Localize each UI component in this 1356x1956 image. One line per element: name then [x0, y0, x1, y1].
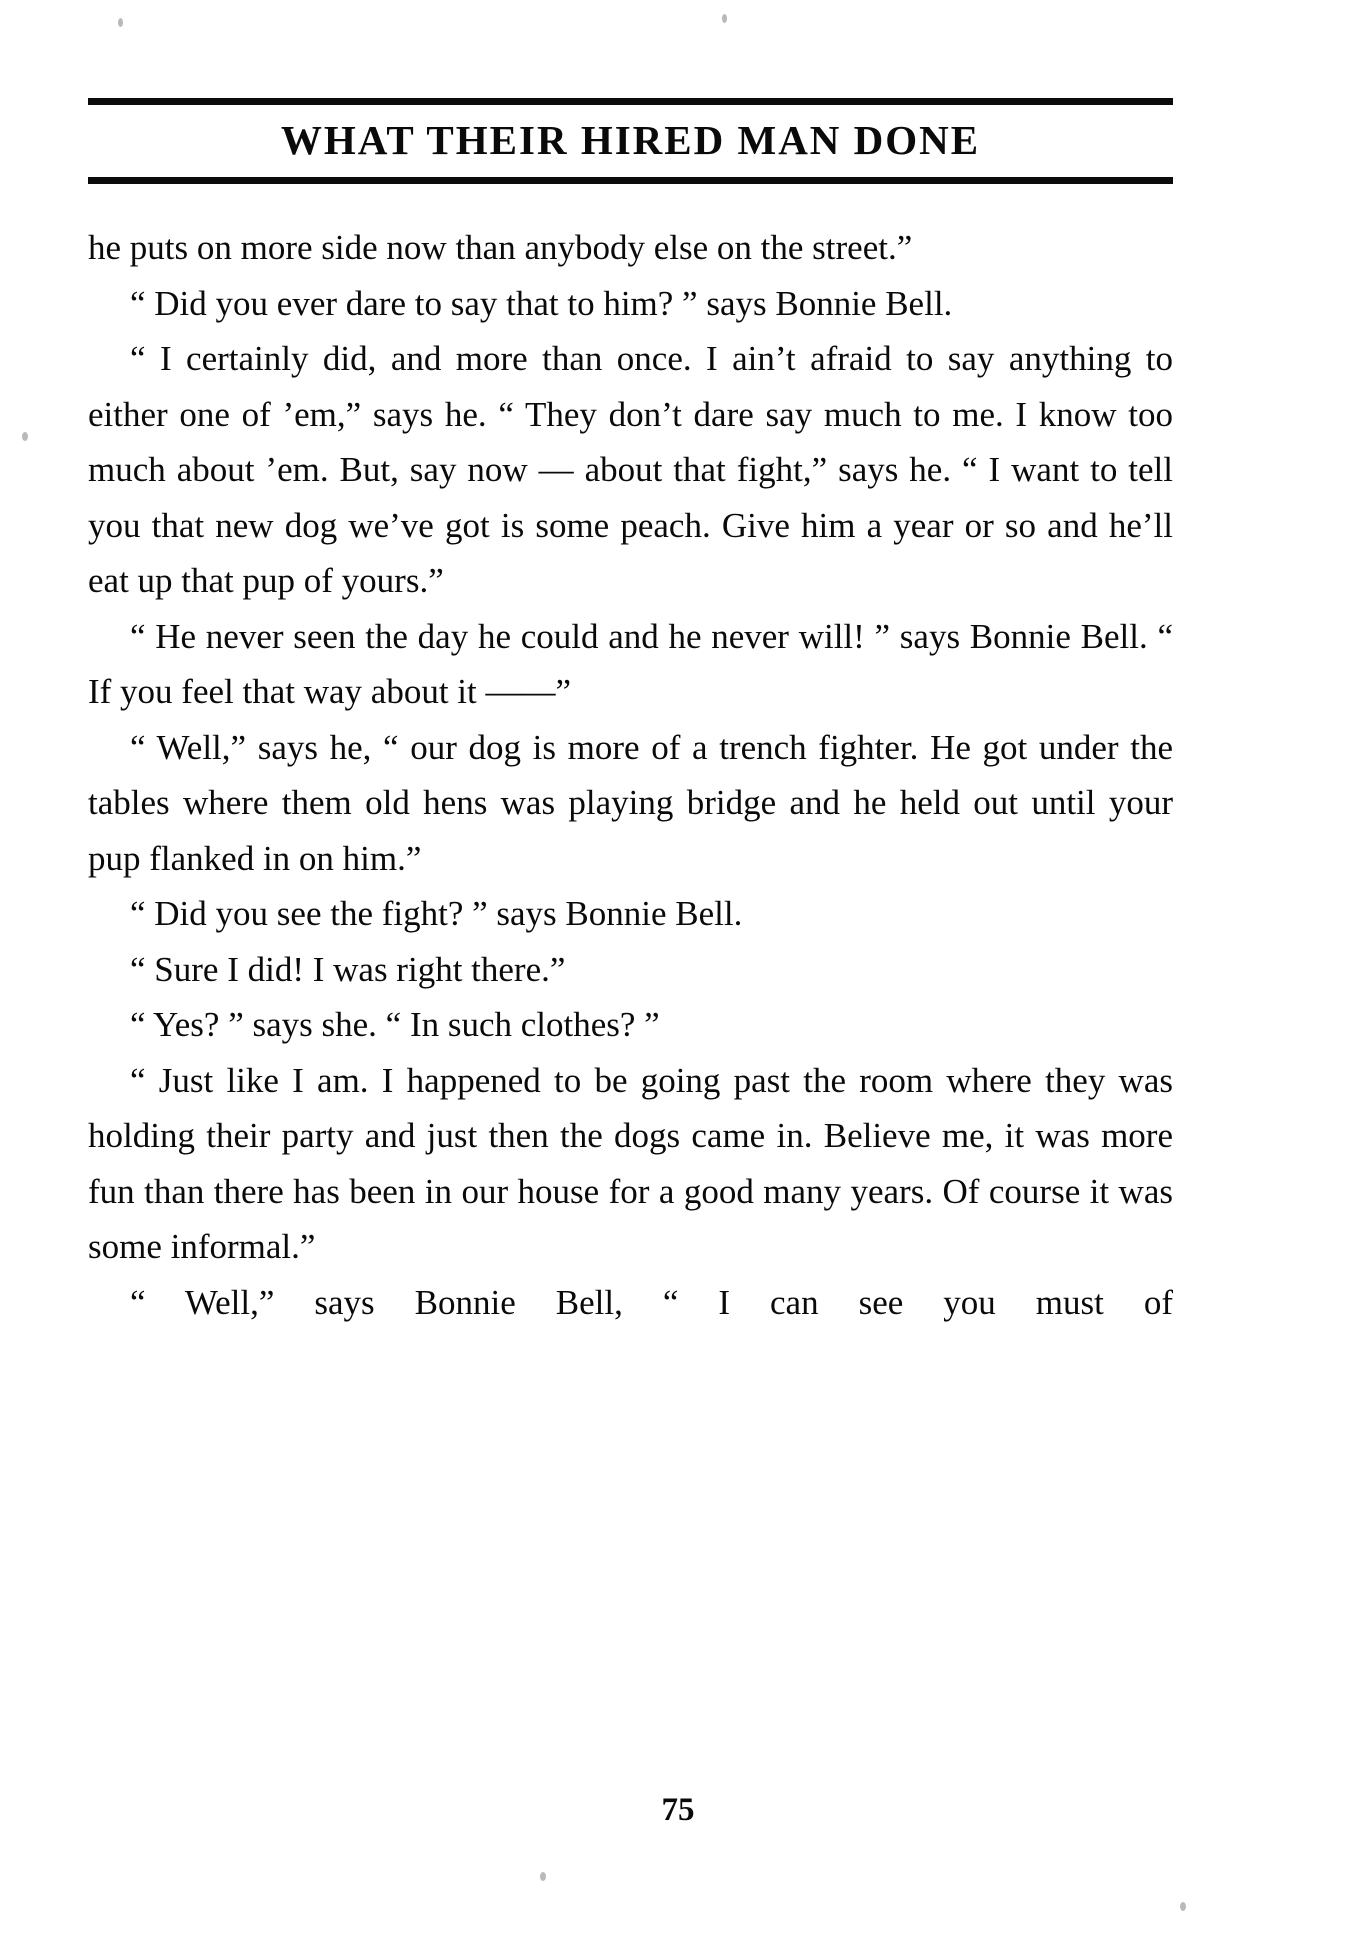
page-content [88, 98, 1173, 1386]
paragraph: he puts on more side now than anybody else on the street.” [88, 228, 913, 267]
paragraph: “ Just like I am. I happened to be going past the room where they was holding their party and just then the dogs came in. Believe me, it was more fun than there has been in our house for a good many years. Of course it was some informal.” [88, 1060, 1173, 1266]
header-rule-top [88, 98, 1173, 105]
page-title: WHAT THEIR HIRED MAN DONE [280, 117, 981, 163]
paragraph: “ Well,” says he, “ our dog is more of a trench fighter. He got under the tables where them old hens was playing bridge and he held out until your pup flanked in on him.” [88, 727, 1173, 878]
paragraph: “ He never seen the day he could and he never will! ” says Bonnie Bell. “ If you feel that way about it ——” [88, 616, 1173, 711]
paragraph: “ Yes? ” says she. “ In such clothes? ” [130, 1005, 660, 1044]
header-rule-bottom [88, 177, 1173, 184]
scan-speck [1180, 1902, 1186, 1911]
body-text [88, 220, 1173, 1386]
paragraph: “ Did you ever dare to say that to him? ” says Bonnie Bell. [130, 283, 953, 323]
scan-speck [722, 14, 727, 23]
paragraph: “ Sure I did! I was right there.” [130, 949, 566, 989]
scan-speck [118, 18, 123, 27]
scan-speck [22, 432, 28, 441]
page-number: 75 [661, 1792, 695, 1828]
scan-speck [540, 1872, 546, 1881]
paragraph: “ I certainly did, and more than once. I ain’t afraid to say anything to either one of ’em,” says he. “ They don’t dare say much to me. I know too much about ’em. But, say now — about that fight,” says he. “ I want to tell you that new dog we’ve got is some peach. Give him a year or so and he’ll eat up that pup of yours.” [88, 339, 1173, 600]
paragraph: “ Did you see the fight? ” says Bonnie Bell. [130, 894, 743, 933]
paragraph: “ Well,” says Bonnie Bell, “ I can see you must of [130, 1282, 1173, 1322]
